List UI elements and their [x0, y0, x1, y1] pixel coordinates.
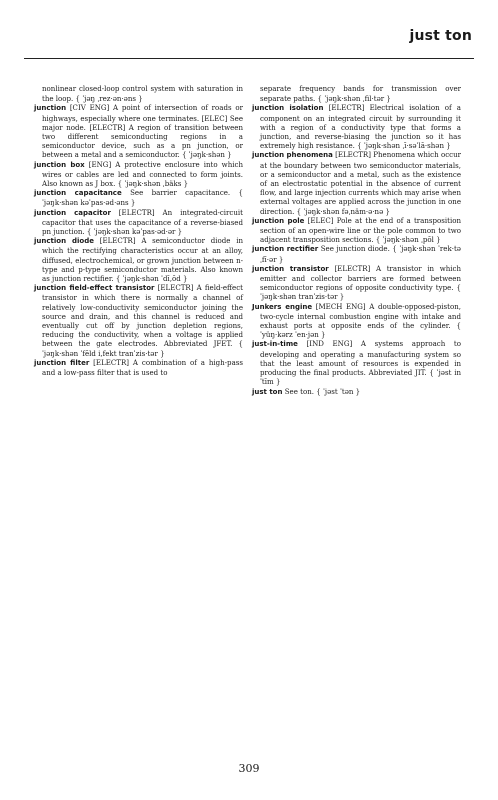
entry-body: [ELECTR] A transistor in which emitter and collector barriers are formed between semiconductor regions of opposite conductivity type. { ˈjəŋk·shən tranˈzis·tər } — [260, 263, 461, 302]
right-column — [252, 84, 461, 397]
entry-body: separate frequency bands for transmission over separate paths. { ˈjəŋk·shən ˌfil·tər } — [260, 84, 461, 104]
entry-headword: Junkers engine — [252, 302, 313, 311]
dictionary-entry — [34, 358, 243, 377]
entry-body: [ELECTR] Phenomena which occur at the boundary between two semiconductor materials, or a semiconductor and a metal, such as the existence of an electrostatic potential in the absence of current flow, and large injection currents which may arise when external voltages are applied across the junction in one direction. { ˈjəŋk·shən fəˌnäm·ə·nə } — [260, 150, 461, 216]
entry-body: See ton. { ˈjəst ˈtən } — [284, 386, 361, 396]
entry-body: [CIV ENG] A point of intersection of roads or highways, especially where one terminates. [ELEC] See major node. [ELECTR] A region of transition between two different semiconducting regions in a semiconductor device, such as a pn junction, or between a metal and a semiconductor. { ˈjəŋk·shən } — [42, 103, 243, 160]
dictionary-entry — [252, 150, 461, 215]
entry-body: [ELECTR] An integrated-circuit capacitor that uses the capacitance of a reverse-biased pn junction. { ˈjəŋk·shən kəˈpas·əd·ər } — [42, 207, 243, 237]
running-head: just ton — [409, 28, 472, 44]
entry-headword: junction rectifier — [252, 245, 319, 254]
dictionary-entry — [34, 188, 243, 207]
entry-headword: just ton — [252, 387, 283, 396]
entry-body: [ELECTR] A combination of a high-pass and a low-pass filter that is used to — [42, 357, 244, 378]
dictionary-entry — [34, 103, 243, 159]
entry-body: See barrier capacitance. { ˈjəŋk·shən kəˈpas·əd·əns } — [42, 188, 243, 208]
dictionary-entry — [252, 387, 461, 397]
entry-body: nonlinear closed-loop control system with saturation in the loop. { ˈjəŋ ˌrez·ən·əns } — [42, 84, 243, 104]
entry-headword: junction filter — [34, 358, 90, 367]
entry-headword: junction field-effect transistor — [34, 284, 155, 293]
dictionary-entry — [34, 84, 243, 103]
entry-headword: junction capacitance — [34, 189, 122, 198]
entry-headword: junction — [34, 104, 67, 113]
left-column — [34, 84, 243, 377]
entry-body: [ELECTR] A field-effect transistor in which there is normally a channel of relatively low-conductivity semiconductor joining the source and drain, and this channel is reduced and eventually cut off by junction depletion regions, reducing the conductivity, when a voltage is applied between the gate electrodes. Abbreviated JFET. { ˈjəŋk·shən ˈfēld i‚fekt tranˈzis·tər } — [42, 283, 243, 358]
entry-headword: junction diode — [34, 237, 94, 246]
dictionary-entry — [34, 160, 243, 189]
entry-headword: junction capacitor — [34, 208, 111, 217]
entry-headword: junction box — [34, 160, 85, 169]
dictionary-entry — [252, 84, 461, 103]
entry-headword: junction pole — [252, 216, 305, 225]
dictionary-entry — [252, 339, 461, 386]
dictionary-entry — [34, 236, 243, 283]
dictionary-entry — [34, 208, 243, 237]
entry-body: [MECH ENG] A double-opposed-piston, two-cycle internal combustion engine with intake and exhaust ports at opposite ends of the cylinder. { ˈyüŋ·kərz ˈen·jən } — [260, 301, 462, 340]
entry-body: [ENG] A protective enclosure into which wires or cables are led and connected to form joints. Also known as J box. { ˈjəŋk·shən ˌbäks } — [42, 159, 243, 189]
dictionary-entry — [252, 302, 461, 340]
dictionary-entry — [252, 216, 461, 245]
entry-headword: junction transistor — [252, 264, 329, 273]
entry-body: [ELECTR] Electrical isolation of a component on an integrated circuit by surrounding it with a region of a conductivity type that forms a junction, and reverse-biasing the junction so it has extremely high resistance. { ˈjəŋk·shən ˌī·səˈlā·shən } — [260, 103, 461, 151]
dictionary-entry — [34, 283, 243, 358]
entry-headword: just-in-time — [252, 340, 298, 349]
entry-headword: junction phenomena — [252, 151, 333, 160]
dictionary-entry — [252, 264, 461, 302]
page-number: 309 — [238, 762, 260, 775]
dictionary-entry — [252, 103, 461, 150]
entry-body: [IND ENG] A systems approach to developing and operating a manufacturing system so that the least amount of resources is expended in producing the final products. Abbreviated JIT. { ˈjəst in ˈtīm } — [260, 339, 462, 387]
header-rule — [24, 58, 474, 59]
entry-body: [ELEC] Pole at the end of a transposition section of an open-wire line or the pole common to two adjacent transposition sections. { ˈjəŋk·shən ˌpōl } — [260, 215, 461, 245]
dictionary-entry — [252, 244, 461, 263]
entry-body: See junction diode. { ˈjəŋk·shən ˈrek·təˌfī·ər } — [260, 244, 461, 264]
entry-headword: junction isolation — [252, 104, 324, 113]
entry-body: [ELECTR] A semiconductor diode in which the rectifying characteristics occur at an alloy, diffused, electrochemical, or grown junction between n-type and p-type semiconductor materials. Also known as junction rectifier. { ˈjəŋk·shən ˈdī‚ōd } — [42, 236, 243, 284]
